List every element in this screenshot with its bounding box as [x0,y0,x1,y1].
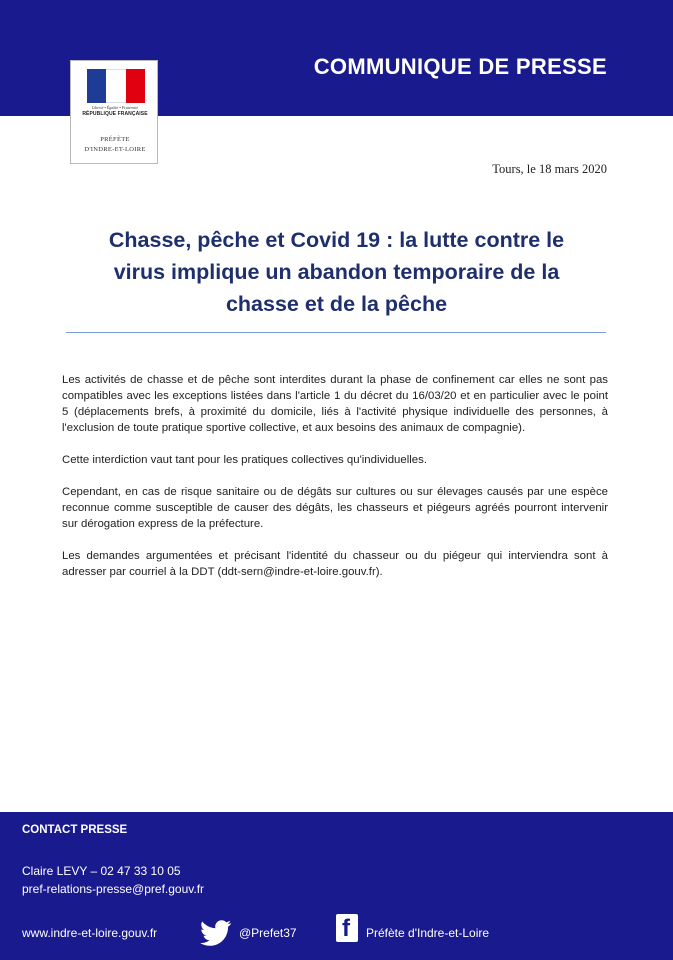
body-paragraph-3: Cependant, en cas de risque sanitaire ou de dégâts sur cultures ou sur élevages causés par une espèce reconnue comme susceptible de causer des dégâts, les chasseurs et piégeurs agréés pourront intervenir sur dérogation express de la préfecture. [62,486,608,530]
logo-republic: RÉPUBLIQUE FRANÇAISE [82,111,148,117]
header-title: COMMUNIQUE DE PRESSE [313,54,607,79]
marianne-flag-logo [87,69,145,103]
logo-motto: Liberté • Égalité • Fraternité [91,105,139,110]
contact-title: CONTACT PRESSE [22,824,128,836]
facebook-page-name[interactable]: Préfète d'Indre-et-Loire [366,926,490,940]
title-line2: virus implique un abandon temporaire de la [113,260,560,284]
body-paragraph-1: Les activités de chasse et de pêche sont interdites durant la phase de confinement car elles ne sont pas compatibles avec les exceptions listées dans l'article 1 du décret du 16/03/20 et en particulier avec le point 5 (déplacements brefs, à proximité du domicile, liés à l'activité physique individuelle des personnes, à l'exclusion de toute pratique sportive collective, et aux besoins des animaux de compagnie). [62,374,608,434]
logo-prefecture [71,135,159,155]
twitter-handle[interactable]: @Prefet37 [239,926,297,940]
title-line3: chasse et de la pêche [225,292,448,316]
facebook-icon[interactable]: f [336,914,358,942]
website-link[interactable]: www.indre-et-loire.gouv.fr [22,926,158,940]
logo-prefecture-line1: PRÉFÈTE [100,136,130,143]
twitter-bird-icon[interactable] [200,920,232,946]
contact-name-phone: Claire LEVY – 02 47 33 10 05 [22,864,181,878]
press-body [62,372,608,596]
footer-links [22,915,662,948]
press-date: Tours, le 18 mars 2020 [492,162,607,176]
contact-email[interactable]: pref-relations-presse@pref.gouv.fr [22,882,205,896]
body-paragraph-4: Les demandes argumentées et précisant l'identité du chasseur ou du piégeur qui interviendra sont à adresser par courriel à la DDT (ddt-sern@indre-et-loire.gouv.fr). [62,550,608,578]
title-divider [66,332,606,333]
logo-prefecture-line2: D'INDRE-ET-LOIRE [84,146,146,153]
prefecture-logo [70,60,158,164]
body-paragraph-2: Cette interdiction vaut tant pour les pratiques collectives qu'individuelles. [62,454,427,466]
contact-footer [0,812,673,960]
page-title [60,224,613,320]
title-line1: Chasse, pêche et Covid 19 : la lutte contre le [108,228,565,252]
